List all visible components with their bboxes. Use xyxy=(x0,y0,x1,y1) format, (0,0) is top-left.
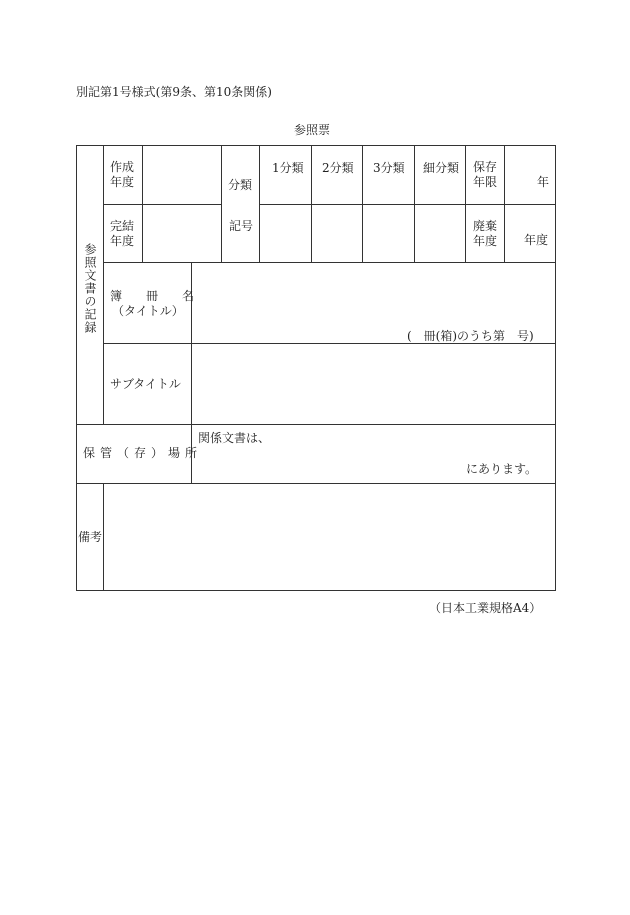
bunrui-label: 分類 xyxy=(228,178,253,192)
title-paren-label: （タイトル） xyxy=(112,304,184,318)
kigou-label: 記号 xyxy=(229,219,254,233)
class-header-2: 2分類 xyxy=(322,161,354,175)
class-header-1: 1分類 xyxy=(272,161,304,175)
nen-suffix: 年 xyxy=(537,175,550,189)
section-label: 参照文書の記録 xyxy=(83,243,97,334)
storage-label: 保管（存）場所 xyxy=(83,446,203,460)
bosatsu-mei-label: 簿 冊 名 xyxy=(110,289,201,303)
storage-text-2: にあります。 xyxy=(466,462,538,476)
class-header-detail: 細分類 xyxy=(423,161,460,175)
haiki-nendo-label: 廃棄 年度 xyxy=(473,219,498,248)
storage-text-1: 関係文書は、 xyxy=(198,431,271,445)
volume-note: ( 冊(箱)のうち第 号) xyxy=(407,329,534,343)
nendo-suffix: 年度 xyxy=(524,233,549,247)
kanketsu-nendo-label: 完結 年度 xyxy=(110,219,135,248)
subtitle-label: サブタイトル xyxy=(110,377,181,391)
size-note: （日本工業規格A4） xyxy=(429,601,542,615)
page-title: 参照票 xyxy=(294,123,331,137)
sakusei-nendo-label: 作成 年度 xyxy=(110,160,135,189)
hozon-nengen-label: 保存 年限 xyxy=(473,160,498,189)
remarks-label: 備考 xyxy=(78,530,103,544)
class-header-3: 3分類 xyxy=(373,161,405,175)
form-reference: 別記第1号様式(第9条、第10条関係) xyxy=(76,85,272,99)
